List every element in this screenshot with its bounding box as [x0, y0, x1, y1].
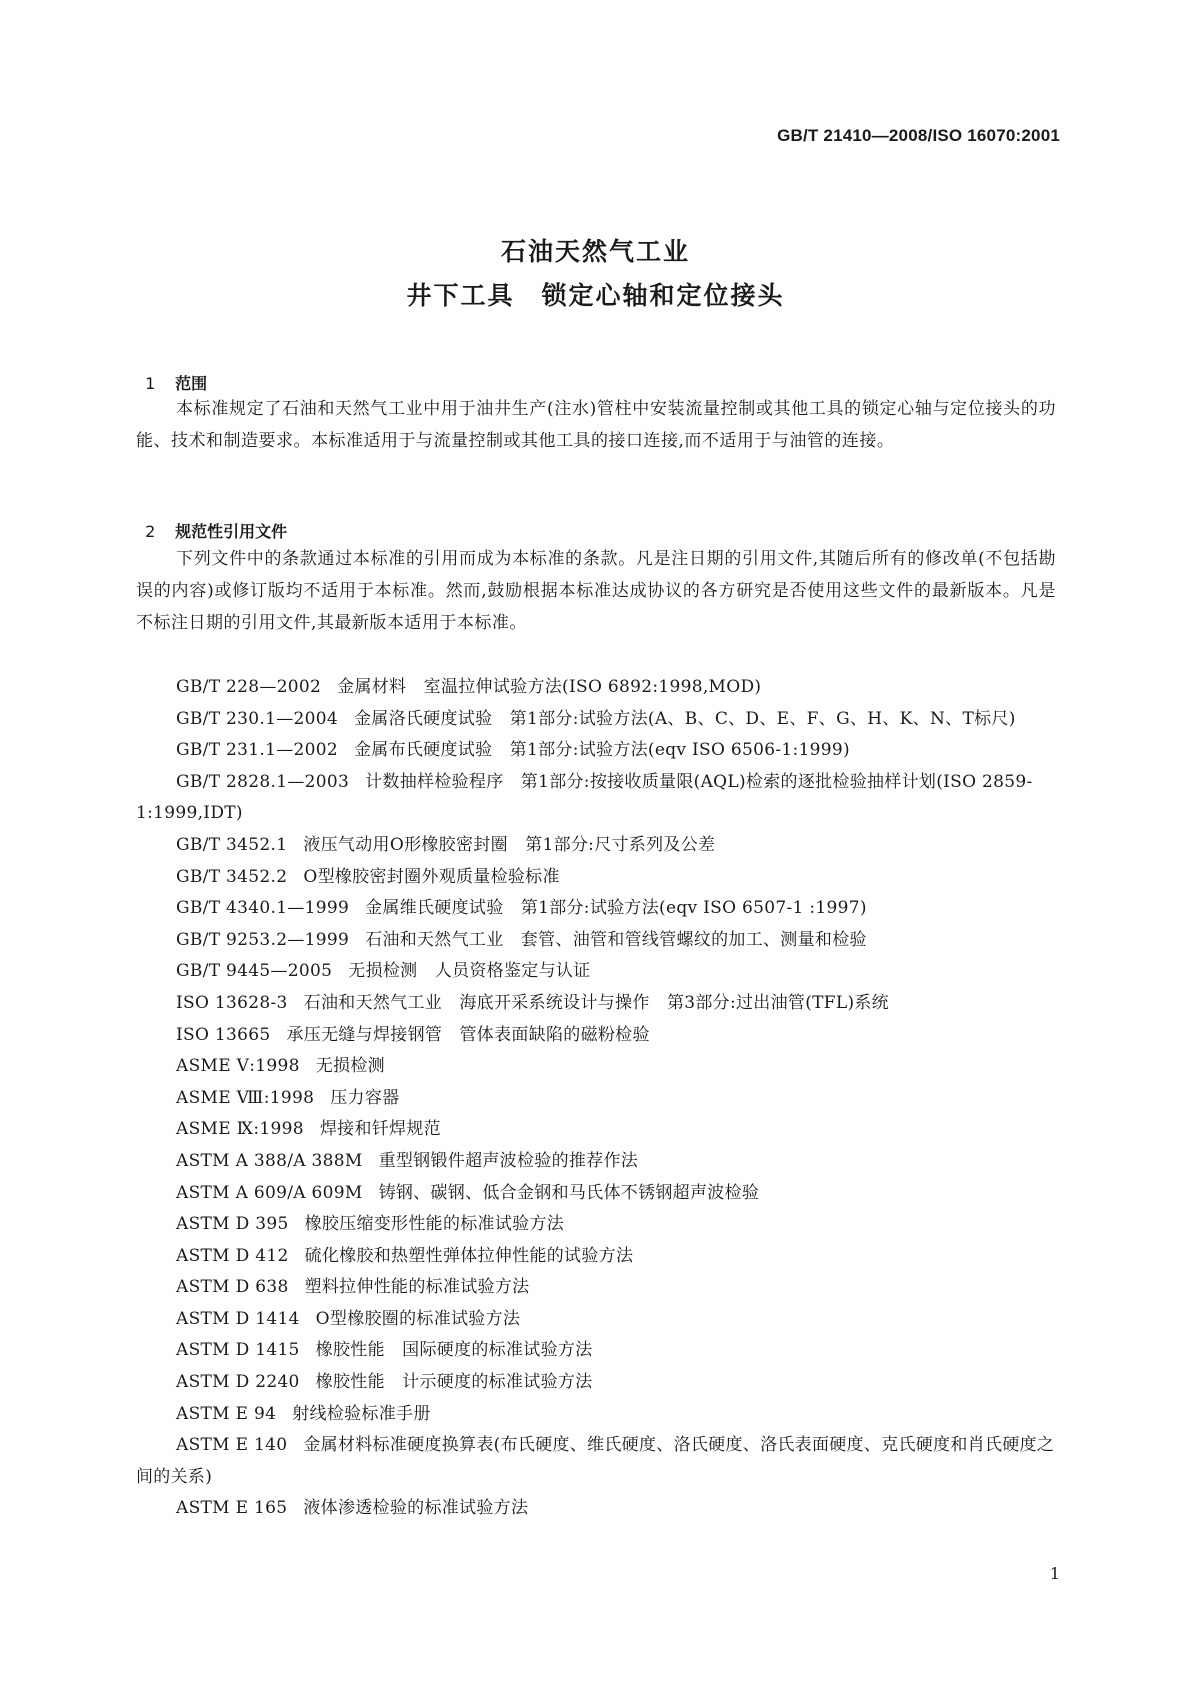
reference-list — [136, 672, 1056, 1525]
reference-item — [136, 1114, 1056, 1146]
reference-title: 焊接和钎焊规范 — [319, 1119, 441, 1140]
document-title-line2: 井下工具 锁定心轴和定位接头 — [406, 281, 785, 310]
reference-item — [136, 1430, 1056, 1493]
reference-item — [136, 988, 1056, 1020]
reference-code: GB/T 2828.1—2003 — [176, 771, 350, 792]
reference-code: GB/T 9445—2005 — [176, 961, 333, 982]
reference-title: 承压无缝与焊接钢管 管体表面缺陷的磁粉检验 — [286, 1024, 650, 1045]
scope-paragraph: 本标准规定了石油和天然气工业中用于油井生产(注水)管柱中安装流量控制或其他工具的锁定心轴与定位接头的功能、技术和制造要求。本标准适用于与流量控制或其他工具的接口连接,而不适用于与油管的连接。 — [136, 399, 1056, 451]
reference-code: ASTM D 1415 — [176, 1340, 300, 1361]
section-title: 范围 — [175, 374, 208, 393]
reference-item — [136, 1304, 1056, 1336]
reference-item — [136, 1399, 1056, 1431]
reference-item — [136, 956, 1056, 988]
reference-title: 金属材料 室温拉伸试验方法(ISO 6892:1998,MOD) — [337, 677, 762, 697]
reference-item — [136, 862, 1056, 894]
reference-item — [136, 893, 1056, 925]
reference-title: 射线检验标准手册 — [292, 1403, 431, 1424]
reference-code: ASME Ⅸ:1998 — [176, 1119, 304, 1140]
reference-title: 金属材料标准硬度换算表(布氏硬度、维氏硬度、洛氏硬度、洛氏表面硬度、克氏硬度和肖氏硬度之间的关系) — [136, 1435, 1055, 1487]
references-intro-paragraph: 下列文件中的条款通过本标准的引用而成为本标准的条款。凡是注日期的引用文件,其随后所有的修改单(不包括勘误的内容)或修订版均不适用于本标准。然而,鼓励根据本标准达成协议的各方研究是否使用这些文件的最新版本。凡是不标注日期的引用文件,其最新版本适用于本标准。 — [136, 549, 1056, 633]
reference-code: ASTM D 1414 — [176, 1308, 300, 1329]
section-number: 2 — [145, 522, 156, 541]
section-number: 1 — [145, 374, 156, 393]
reference-code: ASTM D 638 — [176, 1277, 289, 1298]
reference-item — [136, 672, 1056, 704]
reference-title: 橡胶性能 国际硬度的标准试验方法 — [315, 1340, 593, 1361]
reference-title: 金属维氏硬度试验 第1部分:试验方法(eqv ISO 6507-1 :1997) — [365, 898, 867, 919]
reference-code: ISO 13665 — [176, 1024, 271, 1045]
reference-title: 橡胶性能 计示硬度的标准试验方法 — [315, 1372, 593, 1393]
reference-code: GB/T 230.1—2004 — [176, 708, 338, 729]
reference-code: ASTM A 609/A 609M — [176, 1182, 363, 1203]
reference-code: GB/T 3452.2 — [176, 866, 288, 887]
reference-item — [136, 1493, 1056, 1525]
reference-title: 硫化橡胶和热塑性弹体拉伸性能的试验方法 — [304, 1245, 634, 1266]
reference-item — [136, 704, 1056, 736]
reference-code: ASTM A 388/A 388M — [176, 1150, 363, 1171]
reference-code: GB/T 4340.1—1999 — [176, 898, 350, 919]
reference-title: 石油和天然气工业 套管、油管和管线管螺纹的加工、测量和检验 — [365, 929, 867, 950]
reference-item — [136, 1209, 1056, 1241]
reference-item — [136, 1051, 1056, 1083]
standard-code: GB/T 21410—2008/ISO 16070:2001 — [777, 126, 1060, 145]
reference-item — [136, 1272, 1056, 1304]
reference-code: ASME Ⅷ:1998 — [176, 1087, 315, 1108]
reference-code: GB/T 9253.2—1999 — [176, 929, 350, 950]
reference-code: ASTM E 165 — [176, 1498, 288, 1519]
reference-title: 铸钢、碳钢、低合金钢和马氏体不锈钢超声波检验 — [378, 1182, 760, 1203]
reference-title: 压力容器 — [330, 1087, 400, 1108]
reference-code: ASTM E 140 — [176, 1435, 288, 1456]
reference-item — [136, 767, 1056, 830]
section-heading-normative-references — [134, 500, 287, 542]
reference-title: 橡胶压缩变形性能的标准试验方法 — [304, 1214, 565, 1235]
reference-title: 塑料拉伸性能的标准试验方法 — [304, 1277, 530, 1298]
reference-title: 液体渗透检验的标准试验方法 — [303, 1498, 529, 1519]
reference-code: ISO 13628-3 — [176, 992, 288, 1013]
reference-title: 重型钢锻件超声波检验的推荐作法 — [378, 1150, 639, 1171]
document-title-line1: 石油天然气工业 — [500, 237, 690, 266]
reference-title: 石油和天然气工业 海底开采系统设计与操作 第3部分:过出油管(TFL)系统 — [303, 992, 889, 1013]
reference-item — [136, 1146, 1056, 1178]
reference-item — [136, 1178, 1056, 1210]
reference-title: 计数抽样检验程序 第1部分:按接收质量限(AQL)检索的逐批检验抽样计划(ISO 2859-1:1999,IDT) — [136, 771, 1033, 824]
reference-item — [136, 1020, 1056, 1052]
reference-code: GB/T 231.1—2002 — [176, 740, 338, 761]
reference-item — [136, 830, 1056, 862]
reference-item — [136, 1241, 1056, 1273]
reference-code: ASME Ⅴ:1998 — [176, 1056, 300, 1077]
section-title: 规范性引用文件 — [175, 522, 288, 541]
reference-title: 金属洛氏硬度试验 第1部分:试验方法(A、B、C、D、E、F、G、H、K、N、T标尺) — [353, 708, 1016, 729]
reference-item — [136, 735, 1056, 767]
reference-title: 液压气动用O形橡胶密封圈 第1部分:尺寸系列及公差 — [303, 834, 716, 855]
reference-title: 无损检测 — [315, 1056, 385, 1077]
reference-item — [136, 925, 1056, 957]
reference-item — [136, 1335, 1056, 1367]
reference-code: ASTM E 94 — [176, 1403, 277, 1424]
reference-title: O型橡胶密封圈外观质量检验标准 — [303, 866, 560, 887]
reference-item — [136, 1083, 1056, 1115]
reference-code: GB/T 228—2002 — [176, 677, 322, 697]
reference-title: 金属布氏硬度试验 第1部分:试验方法(eqv ISO 6506-1:1999) — [353, 740, 850, 761]
reference-title: O型橡胶圈的标准试验方法 — [315, 1308, 521, 1329]
page-number: 1 — [1049, 1564, 1060, 1583]
section-heading-scope — [134, 352, 207, 394]
reference-item — [136, 1367, 1056, 1399]
reference-title: 无损检测 人员资格鉴定与认证 — [348, 961, 591, 982]
reference-code: ASTM D 395 — [176, 1214, 289, 1235]
reference-code: GB/T 3452.1 — [176, 834, 288, 855]
reference-code: ASTM D 2240 — [176, 1372, 300, 1393]
reference-code: ASTM D 412 — [176, 1245, 289, 1266]
